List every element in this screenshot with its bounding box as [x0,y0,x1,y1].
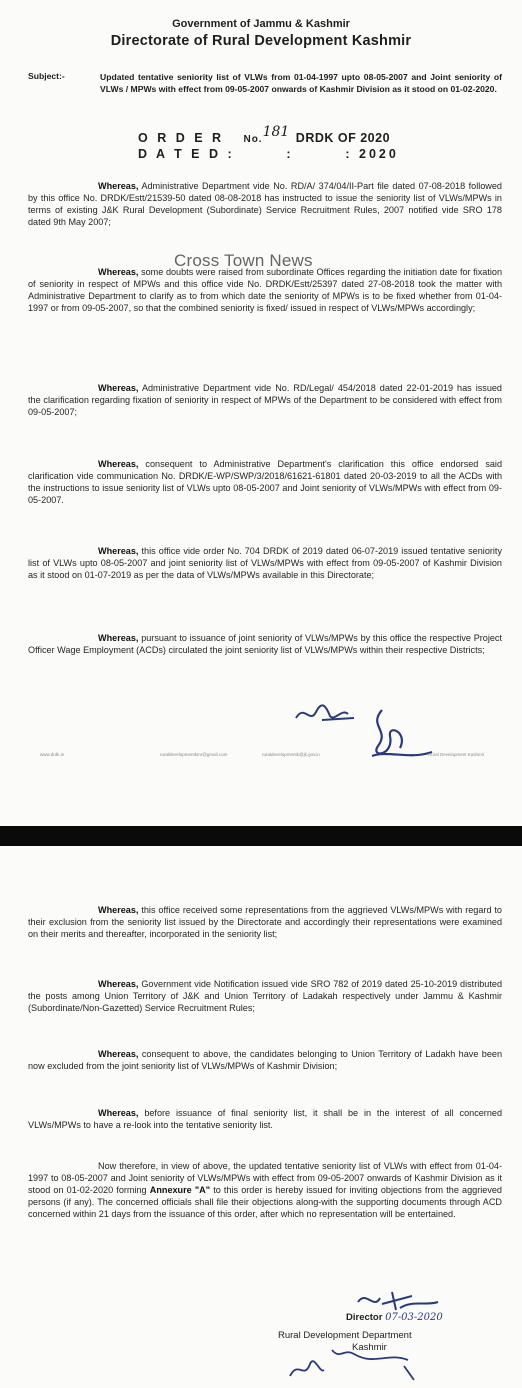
order-dated-line: D A T E D : : : 2020 [138,147,399,161]
director-signature [352,1288,442,1314]
subject-label: Subject:- [28,71,65,81]
government-heading: Government of Jammu & Kashmir [172,18,350,30]
paragraph-10: Whereas, before issuance of final seniority list, it shall be in the interest of all concerned VLWs/MPWs to have a re-look into the tentative seniority list. [28,1108,502,1131]
signature-block [346,1312,443,1323]
handwritten-date: 07-03-2020 [385,1312,443,1323]
handwritten-order-number: 181 [262,124,290,140]
initials-signature [292,698,362,728]
directorate-heading: Directorate of Rural Development Kashmir [110,33,412,49]
order-reference: DRDK OF 2020 [295,131,391,145]
countersign-scribble [284,1340,434,1386]
paragraph-final: Now therefore, in view of above, the updated tentative seniority list of VLWs with effect from 01-04-1997 to 08-05-2007 and Joint seniority of VLWs/MPWs with effect from 09-05-2007 onwards of Kashmir Division as it stood on 01-02-2020 forming Annexure "A" to this order is hereby issued for inviting objections from the aggrieved persons (if any). The concerned officials shall file their objections along-with the supporting documents through ACD concerned within 21 days from the issuance of this order, after which no representation will be entertained. [28,1161,502,1220]
paragraph-5: Whereas, this office vide order No. 704 DRDK of 2019 dated 06-07-2019 issued tentative seniority list of VLWs upto 08-05-2007 and joint seniority list of VLWs/MPWs with effect from 09-05-2007 of Kashmir Division as it stood on 01-07-2019 as per the data of VLWs/MPWs available in this Directorate; [28,546,502,581]
paragraph-1: Whereas, Administrative Department vide No. RD/A/ 374/04/II-Part file dated 07-08-2018 followed by this office No. DRDK/Estt/21539-50 dated 08-08-2018 has instructed to issue the seniority list of VLWs/MPWs in terms of existing J&K Rural Development (Subordinate) Service Recruitment Rules, 2007 notified vide SRO 178 dated 9th May 2007; [28,181,502,228]
paragraph-3: Whereas, Administrative Department vide No. RD/Legal/ 454/2018 dated 22-01-2019 has issued the clarification regarding fixation of seniority in respect of MPWs of the Department to be considered with effect from 09-05-2007; [28,383,502,418]
signatory-department: Rural Development Department [278,1330,412,1341]
paragraph-6: Whereas, pursuant to issuance of joint seniority of VLWs/MPWs by this office the respective Project Officer Wage Employment (ACDs) circulated the joint seniority list of VLWs/MPWs within their respective Districts; [28,633,503,656]
paragraph-9: Whereas, consequent to above, the candidates belonging to Union Territory of Ladakh have been now excluded from the joint seniority list of VLWs/MPWs of Kashmir Division; [28,1049,503,1072]
page-separator [0,826,522,846]
signatory-title: Director [346,1312,383,1323]
page-footer: www.drdk.in ruraldevelopmentkmr@gmail.com ruraldevelopmentk@jk.gov.in Rural Development Kashmir [40,752,485,757]
document-page-2 [0,846,522,1388]
paragraph-8: Whereas, Government vide Notification issued vide SRO 782 of 2019 dated 25-10-2019 distributed the posts among Union Territory of J&K and Union Territory of Ladakah respectively under Jammu & Kashmir (Subordinate/Non-Gazetted) Service Recruitment Rules; [28,979,503,1014]
order-number-line [138,124,391,146]
subject-text: Updated tentative seniority list of VLWs from 01-04-1997 upto 08-05-2007 and Joint seniority of VLWs / MPWs with effect from 09-05-2007 onwards of Kashmir Division as it stood on 01-02-2020. [100,72,502,94]
paragraph-2: Whereas, some doubts were raised from subordinate Offices regarding the initiation date for fixation of seniority in respect of MPWs and this office vide No. DRDK/Estt/25397 dated 27-08-2018 took the matter with Administrative Department to clarify as to from which date the seniority of MPWs is to be fixed whether from 01-04-1997 or from 09-05-2007, so that the combined seniority is fixed/ issued in respect of VLWs/MPWs accordingly; [28,267,502,314]
order-word: O R D E R [138,131,225,145]
paragraph-7: Whereas, this office received some representations from the aggrieved VLWs/MPWs with regard to their exclusion from the seniority list issued by the Directorate and accordingly their representations were examined on their merits and thereafter, incorporated in the seniority list; [28,905,502,940]
watermark: Cross Town News [174,251,313,270]
order-no-label: No. [243,134,263,145]
paragraph-4: Whereas, consequent to Administrative Department's clarification this office endorsed said clarification vide communication No. DRDK/E-WP/SWP/3/2018/61621-61801 dated 20-03-2019 to all the ACDs with the instructions to issue seniority list of VLWs upto 08-05-2007 and Joint seniority of VLWs/MPWs with effect from 09-05-2007. [28,459,503,506]
signatory-place: Kashmir [352,1342,387,1353]
